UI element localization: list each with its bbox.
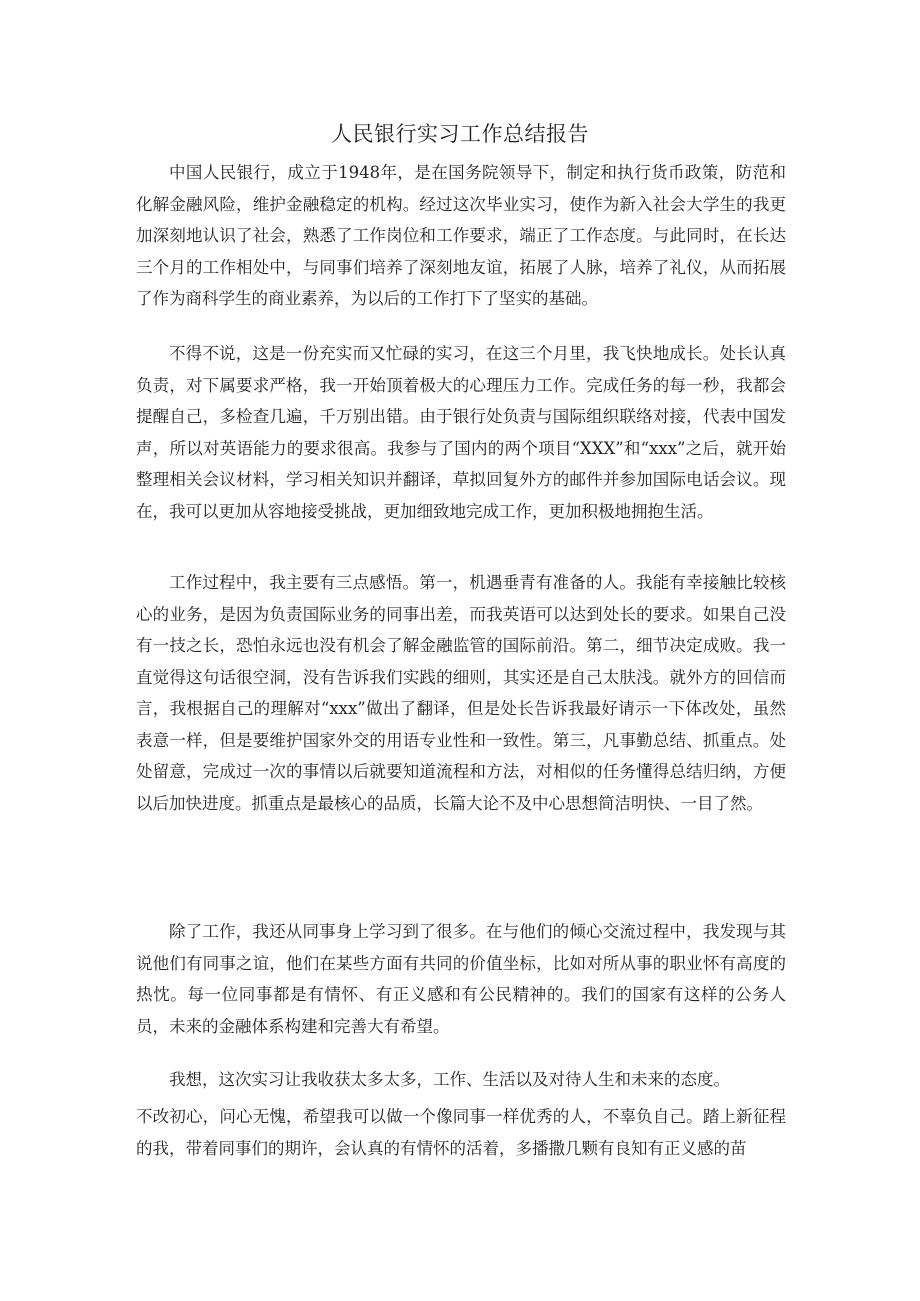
paragraph-three-insights: 工作过程中，我主要有三点感悟。第一，机遇垂青有准备的人。我能有幸接触比较核心的业务，是因为负责国际业务的同事出差，而我英语可以达到处长的要求。如果自己没有一技之长，恐怕永远也没有机会了解金融监管的国际前沿。第二，细节决定成败。我一直觉得这句话很空洞，没有告诉我们实践的细则，其实还是自己太肤浅。就外方的回信而言，我根据自己的理解对“xxx”做出了翻译，但是处长告诉我最好请示一下体改处，虽然表意一样，但是要维护国家外交的用语专业性和一致性。第三，凡事勤总结、抓重点。处处留意，完成过一次的事情以后就要知道流程和方法，对相似的任务懂得总结归纳，方便以后加快进度。抓重点是最核心的品质，长篇大论不及中心思想简洁明快、一目了然。 (136, 573, 786, 813)
paragraph-closing: 不改初心，问心无愧，希望我可以做一个像同事一样优秀的人，不辜负自己。踏上新征程的我，带着同事们的期许，会认真的有情怀的活着，多播撒几颗有良知有正义感的苗 (136, 1107, 786, 1158)
paragraph-colleagues: 除了工作，我还从同事身上学习到了很多。在与他们的倾心交流过程中，我发现与其说他们有同事之谊，他们在某些方面有共同的价值坐标，比如对所从事的职业怀有高度的热忱。每一位同事都是有情怀、有正义感和有公民精神的。我们的国家有这样的公务人员，未来的金融体系构建和完善大有希望。 (136, 922, 786, 1036)
document-title: 人民银行实习工作总结报告 (331, 122, 589, 146)
paragraph-internship-growth: 不得不说，这是一份充实而又忙碌的实习，在这三个月里，我飞快地成长。处长认真负责，对下属要求严格，我一开始顶着极大的心理压力工作。完成任务的每一秒，我都会提醒自己，多检查几遍，千万别出错。由于银行处负责与国际组织联络对接，代表中国发声，所以对英语能力的要求很高。我参与了国内的两个项目“XXX”和“xxx”之后，就开始整理相关会议材料，学习相关知识并翻译，草拟回复外方的邮件并参加国际电话会议。现在，我可以更加从容地接受挑战，更加细致地完成工作，更加积极地拥抱生活。 (136, 344, 786, 521)
paragraph-bank-introduction: 中国人民银行，成立于1948年，是在国务院领导下，制定和执行货币政策，防范和化解金融风险，维护金融稳定的机构。经过这次毕业实习，使作为新入社会大学生的我更加深刻地认识了社会，熟悉了工作岗位和工作要求，端正了工作态度。与此同时，在长达三个月的工作相处中，与同事们培养了深刻地友谊，拓展了人脉，培养了礼仪，从而拓展了作为商科学生的商业素养，为以后的工作打下了坚实的基础。 (136, 163, 786, 308)
paragraph-harvest: 我想，这次实习让我收获太多太多，工作、生活以及对待人生和未来的态度。 (169, 1070, 730, 1089)
